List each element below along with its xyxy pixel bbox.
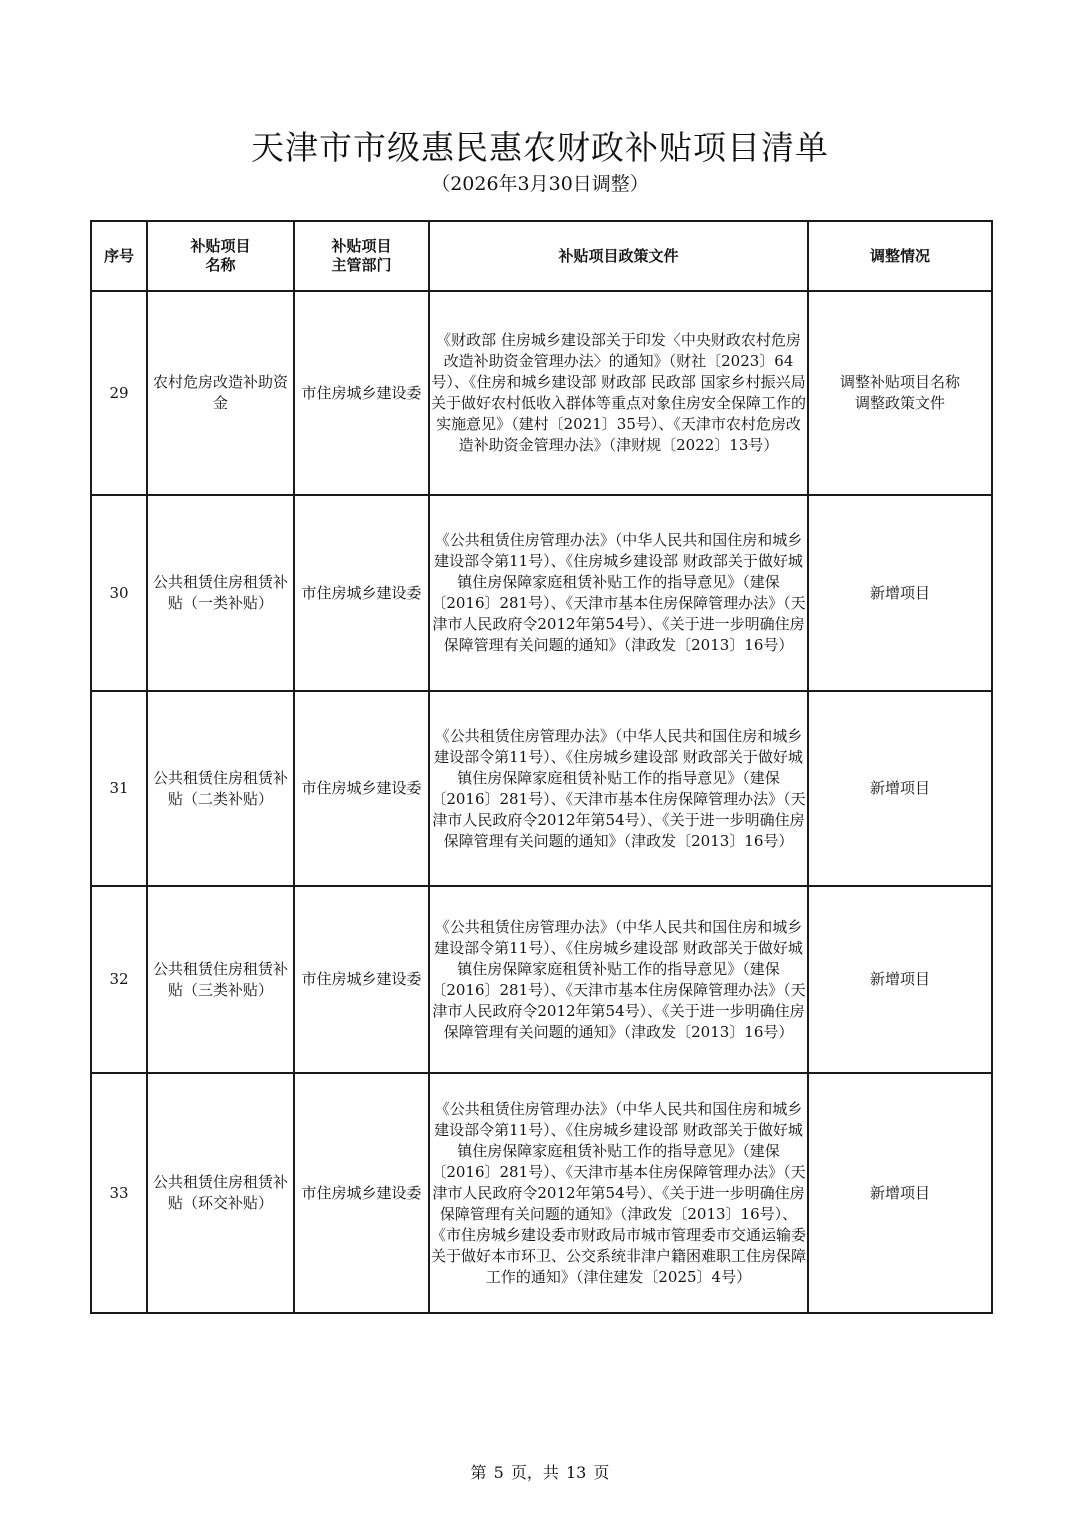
table-header-row — [91, 221, 992, 291]
cell-no: 32 — [91, 886, 147, 1073]
header-adjust: 调整情况 — [808, 221, 992, 291]
subsidy-table — [90, 220, 993, 1314]
cell-adjust-line1: 调整补贴项目名称 — [839, 373, 960, 391]
cell-adjust-line2: 调整政策文件 — [854, 394, 945, 412]
header-no: 序号 — [91, 221, 147, 291]
cell-adjust: 新增项目 — [808, 495, 992, 691]
table-row — [91, 495, 992, 691]
cell-adjust — [808, 291, 992, 495]
table-row — [91, 1073, 992, 1313]
cell-dept: 市住房城乡建设委 — [294, 691, 429, 886]
page-title: 天津市市级惠民惠农财政补贴项目清单 — [251, 128, 829, 167]
cell-name: 公共租赁住房租赁补贴（环交补贴） — [147, 1073, 294, 1313]
cell-dept: 市住房城乡建设委 — [294, 1073, 429, 1313]
cell-dept: 市住房城乡建设委 — [294, 291, 429, 495]
cell-doc: 《公共租赁住房管理办法》（中华人民共和国住房和城乡建设部令第11号）、《住房城乡建设部 财政部关于做好城镇住房保障家庭租赁补贴工作的指导意见》（建保〔2016〕281号）、《天津市基本住房保障管理办法》（天津市人民政府令2012年第54号）、《关于进一步明确住房保障管理有关问题的通知》（津政发〔2013〕16号） — [429, 886, 808, 1073]
header-name-line1: 补贴项目 — [190, 237, 251, 255]
cell-name: 公共租赁住房租赁补贴（一类补贴） — [147, 495, 294, 691]
header-doc: 补贴项目政策文件 — [429, 221, 808, 291]
cell-no: 33 — [91, 1073, 147, 1313]
header-dept-line2: 主管部门 — [331, 256, 392, 274]
header-dept-line1: 补贴项目 — [331, 237, 392, 255]
cell-dept: 市住房城乡建设委 — [294, 495, 429, 691]
cell-doc: 《公共租赁住房管理办法》（中华人民共和国住房和城乡建设部令第11号）、《住房城乡建设部 财政部关于做好城镇住房保障家庭租赁补贴工作的指导意见》（建保〔2016〕281号）、《天津市基本住房保障管理办法》（天津市人民政府令2012年第54号）、《关于进一步明确住房保障管理有关问题的通知》（津政发〔2013〕16号）、《市住房城乡建设委市财政局市城市管理委市交通运输委关于做好本市环卫、公交系统非津户籍困难职工住房保障工作的通知》（津住建发〔2025〕4号） — [429, 1073, 808, 1313]
cell-name: 公共租赁住房租赁补贴（三类补贴） — [147, 886, 294, 1073]
cell-no: 31 — [91, 691, 147, 886]
cell-adjust: 新增项目 — [808, 1073, 992, 1313]
table-row — [91, 291, 992, 495]
cell-doc: 《公共租赁住房管理办法》（中华人民共和国住房和城乡建设部令第11号）、《住房城乡建设部 财政部关于做好城镇住房保障家庭租赁补贴工作的指导意见》（建保〔2016〕281号）、《天津市基本住房保障管理办法》（天津市人民政府令2012年第54号）、《关于进一步明确住房保障管理有关问题的通知》（津政发〔2013〕16号） — [429, 495, 808, 691]
page-subtitle: （2026年3月30日调整） — [431, 173, 649, 195]
cell-no: 29 — [91, 291, 147, 495]
table-row — [91, 886, 992, 1073]
cell-no: 30 — [91, 495, 147, 691]
cell-name: 农村危房改造补助资金 — [147, 291, 294, 495]
header-dept — [294, 221, 429, 291]
cell-doc: 《财政部 住房城乡建设部关于印发〈中央财政农村危房改造补助资金管理办法〉的通知》（财社〔2023〕64号）、《住房和城乡建设部 财政部 民政部 国家乡村振兴局关于做好农村低收入群体等重点对象住房安全保障工作的实施意见》（建村〔2021〕35号）、《天津市农村危房改造补助资金管理办法》（津财规〔2022〕13号） — [429, 291, 808, 495]
cell-name: 公共租赁住房租赁补贴（二类补贴） — [147, 691, 294, 886]
header-name-line2: 名称 — [205, 256, 236, 274]
page-footer: 第 5 页，共 13 页 — [470, 1463, 610, 1482]
cell-adjust: 新增项目 — [808, 886, 992, 1073]
header-name — [147, 221, 294, 291]
cell-doc: 《公共租赁住房管理办法》（中华人民共和国住房和城乡建设部令第11号）、《住房城乡建设部 财政部关于做好城镇住房保障家庭租赁补贴工作的指导意见》（建保〔2016〕281号）、《天津市基本住房保障管理办法》（天津市人民政府令2012年第54号）、《关于进一步明确住房保障管理有关问题的通知》（津政发〔2013〕16号） — [429, 691, 808, 886]
cell-dept: 市住房城乡建设委 — [294, 886, 429, 1073]
table-row — [91, 691, 992, 886]
cell-adjust: 新增项目 — [808, 691, 992, 886]
